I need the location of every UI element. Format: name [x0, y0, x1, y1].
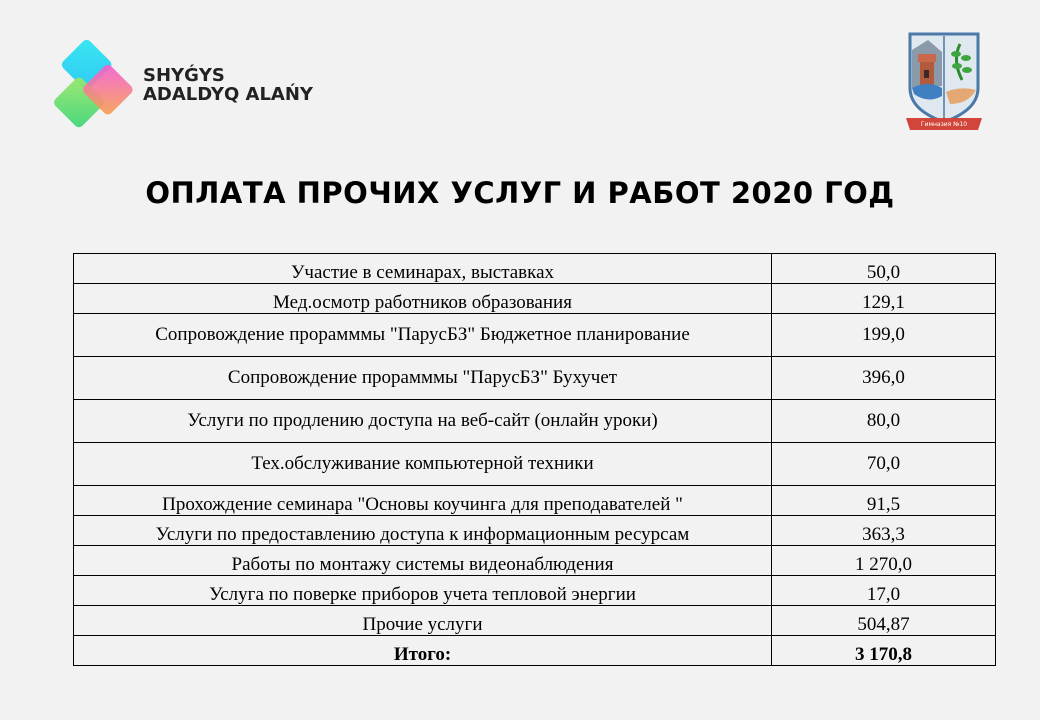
service-name: Прохождение семинара "Основы коучинга для преподавателей "	[74, 486, 772, 516]
service-amount: 50,0	[772, 254, 996, 284]
table-row	[74, 400, 996, 443]
service-amount: 91,5	[772, 486, 996, 516]
service-name: Услуги по предоставлению доступа к информационным ресурсам	[74, 516, 772, 546]
service-name: Сопровождение прорамммы "ПарусБЗ" Бухучет	[74, 357, 772, 400]
service-name: Мед.осмотр работников образования	[74, 284, 772, 314]
service-amount: 70,0	[772, 443, 996, 486]
services-table	[73, 253, 996, 666]
table-row	[74, 284, 996, 314]
table-row	[74, 606, 996, 636]
service-name: Сопровождение прорамммы "ПарусБЗ" Бюджетное планирование	[74, 314, 772, 357]
service-name: Услуги по продлению доступа на веб-сайт (онлайн уроки)	[74, 400, 772, 443]
service-name: Прочие услуги	[74, 606, 772, 636]
logo-line-1: SHYǴYS	[143, 65, 225, 86]
logo-line-2: ADALDYQ ALAŃY	[143, 84, 313, 105]
service-name: Тех.обслуживание компьютерной техники	[74, 443, 772, 486]
table-row	[74, 486, 996, 516]
service-amount: 396,0	[772, 357, 996, 400]
table-row	[74, 576, 996, 606]
table-row	[74, 314, 996, 357]
table-row	[74, 443, 996, 486]
shygys-logo	[48, 30, 313, 134]
service-amount: 504,87	[772, 606, 996, 636]
page-title: ОПЛАТА ПРОЧИХ УСЛУГ И РАБОТ 2020 ГОД	[145, 176, 895, 210]
logo-wordmark	[143, 66, 313, 104]
coat-of-arms-icon	[902, 30, 986, 134]
service-amount: 129,1	[772, 284, 996, 314]
service-name: Услуга по поверке приборов учета тепловой энергии	[74, 576, 772, 606]
service-amount: 80,0	[772, 400, 996, 443]
gymnasium-emblem	[902, 30, 986, 134]
total-amount: 3 170,8	[772, 636, 996, 666]
service-amount: 17,0	[772, 576, 996, 606]
service-amount: 363,3	[772, 516, 996, 546]
table-row	[74, 254, 996, 284]
table-row	[74, 357, 996, 400]
service-name: Работы по монтажу системы видеонаблюдения	[74, 546, 772, 576]
total-label: Итого:	[74, 636, 772, 666]
service-amount: 199,0	[772, 314, 996, 357]
service-name: Участие в семинарах, выставках	[74, 254, 772, 284]
total-row	[74, 636, 996, 666]
table-row	[74, 546, 996, 576]
emblem-label: Гимназия №10	[920, 121, 968, 128]
table-row	[74, 516, 996, 546]
service-amount: 1 270,0	[772, 546, 996, 576]
diamond-logo-icon	[48, 30, 138, 134]
